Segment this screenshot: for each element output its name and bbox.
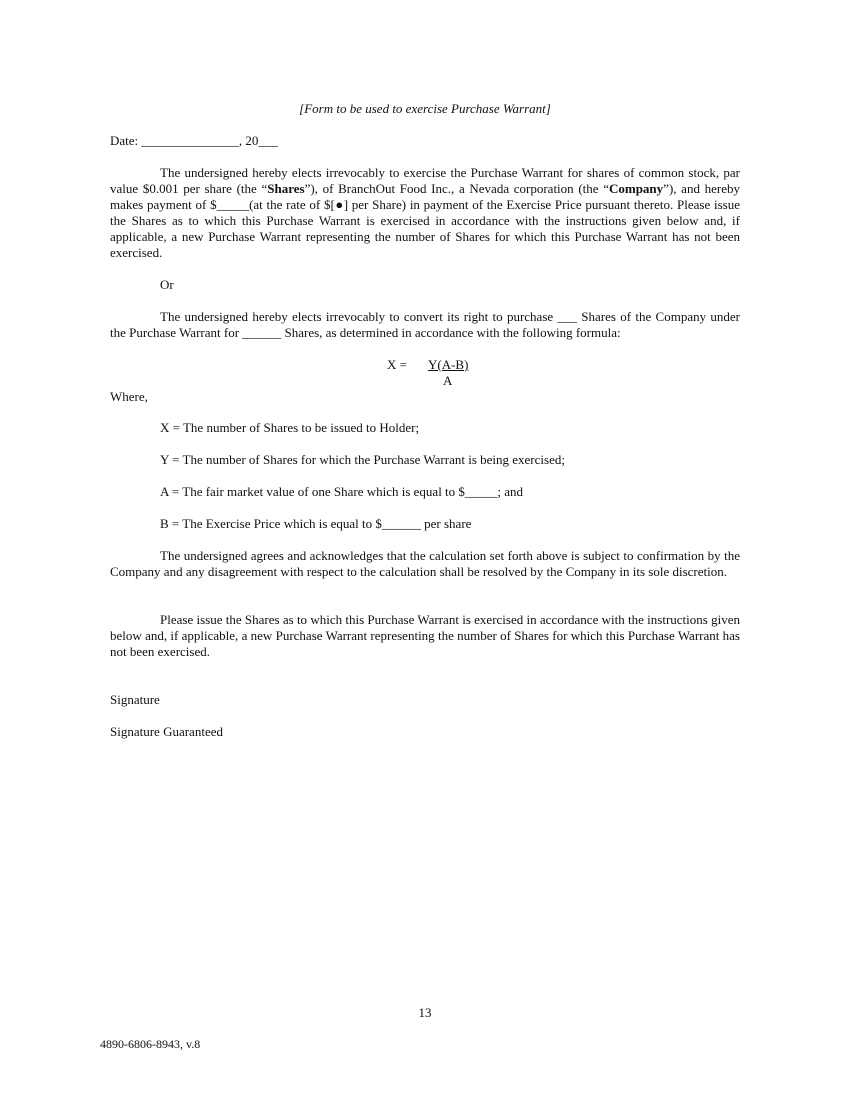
exercise-paragraph-part-2: ”), of BranchOut Food Inc., a Nevada corporation (the “ [304, 181, 609, 196]
definition-b: B = The Exercise Price which is equal to $______ per share [160, 516, 472, 531]
formula-numerator: Y(A-B) [428, 357, 469, 372]
shares-defined-term: Shares [267, 181, 305, 196]
or-separator: Or [160, 277, 174, 292]
definition-x: X = The number of Shares to be issued to Holder; [160, 420, 420, 435]
definition-a: A = The fair market value of one Share which is equal to $_____; and [160, 484, 524, 499]
acknowledgement-paragraph: The undersigned agrees and acknowledges that the calculation set forth above is subject to confirmation by the Company and any disagreement with respect to the calculation shall be resolved by the Company in its sole discretion. [110, 548, 740, 579]
signature-guaranteed-label: Signature Guaranteed [110, 724, 223, 739]
signature-label: Signature [110, 692, 160, 707]
formula-denominator: A [443, 373, 453, 388]
formula-lhs: X = [387, 357, 407, 372]
document-page [110, 0, 740, 1100]
exercise-paragraph-part-3: ”), and hereby makes payment of $_____(at the rate of $[●] per Share) in payment of the Exercise Price pursuant thereto. Please issue the Shares as to which this Purchase Warrant is exercised in accordance with the instructions given below and, if applicable, a new Purchase Warrant representing the number of Shares for which this Purchase Warrant has not been exercised. [110, 181, 740, 260]
document-id: 4890-6806-8943, v.8 [100, 1037, 201, 1051]
form-title: [Form to be used to exercise Purchase Warrant] [299, 101, 551, 116]
definition-y: Y = The number of Shares for which the Purchase Warrant is being exercised; [160, 452, 565, 467]
company-defined-term: Company [608, 181, 664, 196]
page-number: 13 [418, 1005, 432, 1020]
conversion-paragraph: The undersigned hereby elects irrevocably to convert its right to purchase ___ Shares of the Company under the Purchase Warrant for ______ Shares, as determined in accordance with the following formula: [110, 309, 740, 340]
where-label: Where, [110, 389, 148, 404]
date-line: Date: _______________, 20___ [110, 133, 278, 148]
exercise-paragraph-part-1: The undersigned hereby elects irrevocably to exercise the Purchase Warrant for shares of common stock, par value $0.001 per share (the “ [110, 165, 740, 196]
issue-shares-paragraph: Please issue the Shares as to which this Purchase Warrant is exercised in accordance with the instructions given below and, if applicable, a new Purchase Warrant representing the number of Shares for which this Purchase Warrant has not been exercised. [110, 612, 740, 659]
exercise-paragraph [110, 165, 740, 261]
